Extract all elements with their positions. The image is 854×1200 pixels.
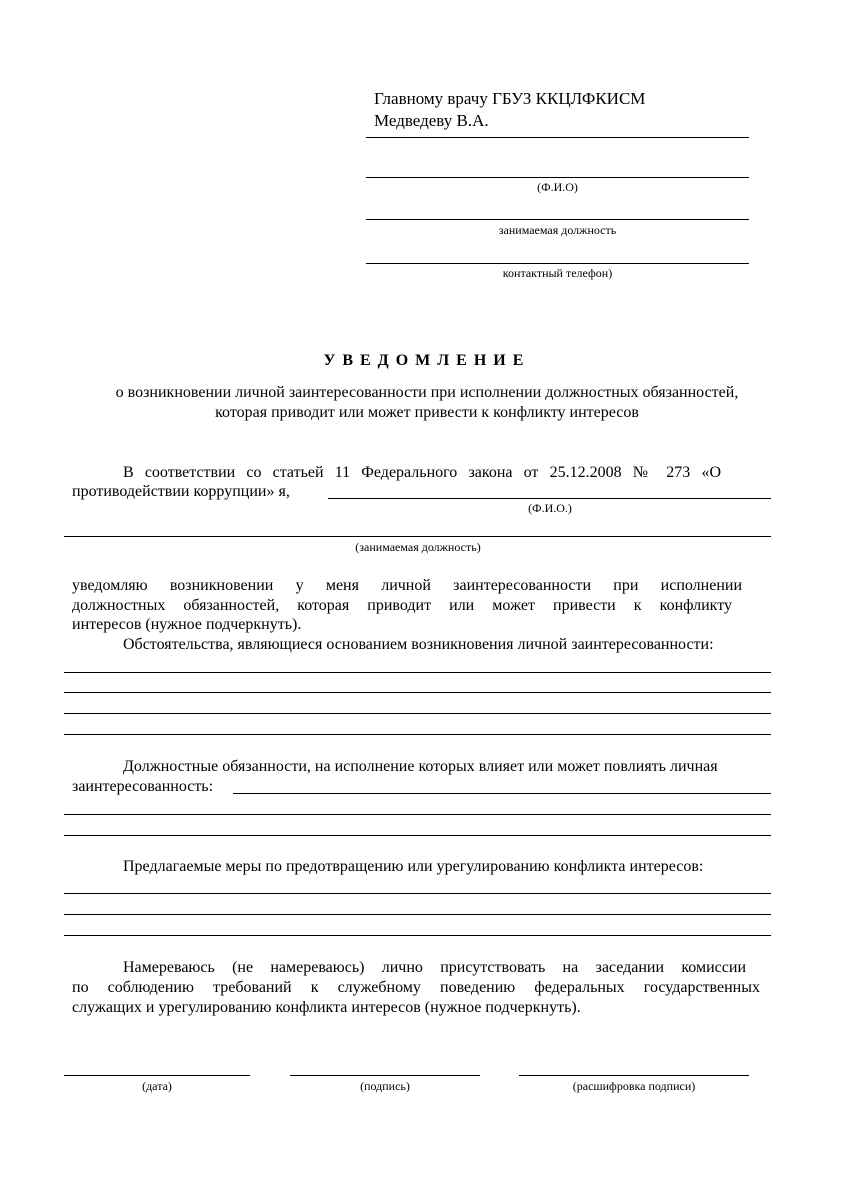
position-field-line[interactable]: [366, 219, 749, 220]
subtitle-line-2: которая приводит или может привести к конфликту интересов: [215, 404, 639, 421]
intro-line-1: В соответствии со статьей 11 Федерального закона от 25.12.2008 № 273 «О: [123, 464, 721, 481]
measures-line-1[interactable]: [64, 893, 771, 894]
document-title: УВЕДОМЛЕНИЕ: [323, 352, 531, 369]
intent-line-2: по соблюдению требований к служебному поведению федеральных государственных: [72, 979, 760, 996]
measures-line-3[interactable]: [64, 935, 771, 936]
duties-field-line-1[interactable]: [233, 793, 771, 794]
date-line[interactable]: [64, 1075, 250, 1076]
addressee-line-1: Главному врачу ГБУЗ ККЦЛФКИСМ: [374, 89, 646, 108]
fio-caption: (Ф.И.О): [537, 180, 578, 194]
sign-line[interactable]: [290, 1075, 480, 1076]
circumstances-label: Обстоятельства, являющиеся основанием возникновения личной заинтересованности:: [123, 636, 714, 653]
notify-line-2: должностных обязанностей, которая приводит или может привести к конфликту: [72, 597, 732, 614]
circumstances-line-3[interactable]: [64, 713, 771, 714]
fio-field-line[interactable]: [366, 177, 749, 178]
notify-line-3: интересов (нужное подчеркнуть).: [72, 616, 302, 633]
duties-field-line-3[interactable]: [64, 835, 771, 836]
phone-caption: контактный телефон): [502, 266, 613, 280]
measures-line-2[interactable]: [64, 914, 771, 915]
header-rule-1: [366, 137, 749, 138]
decode-line[interactable]: [519, 1075, 749, 1076]
intro-position-line[interactable]: [64, 536, 771, 537]
intro-fio-line[interactable]: [328, 498, 771, 499]
intro-line-2: противодействии коррупции» я,: [72, 483, 290, 500]
intent-line-1: Намереваюсь (не намереваюсь) лично присутствовать на заседании комиссии: [123, 959, 746, 976]
measures-label: Предлагаемые меры по предотвращению или урегулированию конфликта интересов:: [123, 858, 704, 875]
circumstances-line-4[interactable]: [64, 734, 771, 735]
decode-caption: (расшифровка подписи): [572, 1079, 696, 1093]
circumstances-line-1[interactable]: [64, 672, 771, 673]
addressee-line-2: Медведеву В.А.: [374, 111, 489, 130]
intent-line-3: служащих и урегулированию конфликта интересов (нужное подчеркнуть).: [72, 999, 581, 1016]
duties-line-1: Должностные обязанности, на исполнение которых влияет или может повлиять личная: [123, 758, 718, 775]
intro-position-caption: (занимаемая должность): [355, 540, 481, 554]
intro-fio-caption: (Ф.И.О.): [528, 501, 572, 515]
duties-field-line-2[interactable]: [64, 814, 771, 815]
notify-line-1: уведомляю возникновении у меня личной заинтересованности при исполнении: [72, 577, 742, 594]
subtitle-line-1: о возникновении личной заинтересованности при исполнении должностных обязанностей,: [115, 384, 739, 401]
circumstances-line-2[interactable]: [64, 692, 771, 693]
sign-caption: (подпись): [360, 1079, 410, 1093]
date-caption: (дата): [142, 1079, 172, 1093]
position-caption: занимаемая должность: [498, 223, 617, 237]
duties-line-2: заинтересованность:: [72, 778, 214, 795]
phone-field-line[interactable]: [366, 263, 749, 264]
